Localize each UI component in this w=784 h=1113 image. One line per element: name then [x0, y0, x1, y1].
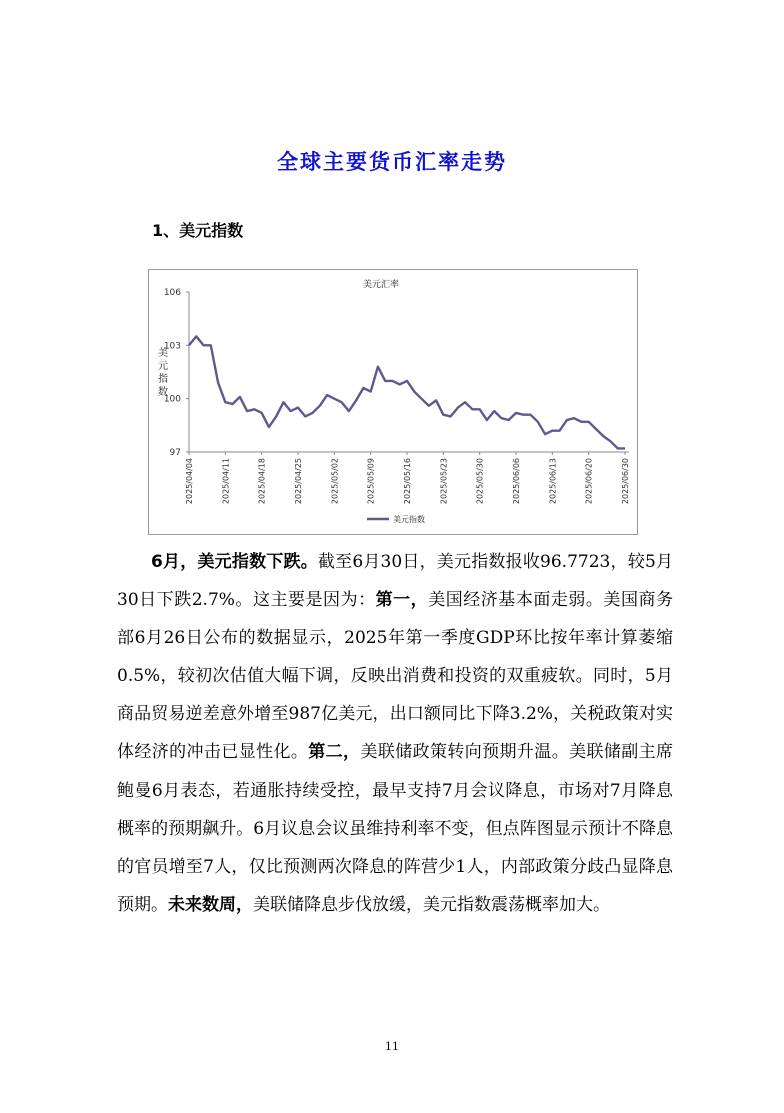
- chart-canvas: [149, 270, 639, 536]
- series-line-dollar-index: [189, 336, 625, 448]
- text-segment: 美联储降息步伐放缓，美元指数震荡概率加大。: [253, 894, 610, 915]
- body-paragraph: [117, 543, 673, 924]
- x-tick-label: 2025/05/09: [366, 458, 376, 505]
- y-axis-label-char: 指: [158, 374, 168, 385]
- x-tick-label: 2025/05/30: [475, 458, 485, 505]
- x-tick-label: 2025/05/02: [330, 458, 340, 505]
- y-tick-label: 97: [169, 448, 181, 458]
- text-segment: 美联储政策转向预期升温。美联储副主席鲍曼6月表态，若通胀持续受控，最早支持7月会议降息，市场对7月降息概率的预期飙升。6月议息会议虽维持利率不变，但点阵图显示预计不降息的官员增至7人，仅比预测两次降息的阵营少1人，内部政策分歧凸显降息预期。: [117, 742, 674, 915]
- y-tick-label: 100: [163, 394, 181, 405]
- y-axis-label-char: 美: [158, 348, 168, 359]
- text-segment: 美国经济基本面走弱。美国商务部6月26日公布的数据显示，2025年第一季度GDP环比按年率计算萎缩0.5%，较初次估值大幅下调，反映出消费和投资的双重疲软。同时，5月商品贸易逆差意外增至987亿美元，出口额同比下降3.2%，关税政策对实体经济的冲击已显性化。: [117, 590, 674, 763]
- text-segment: 截至6月30日，美元指数报收96.7723，较5月30日下跌2.7%。这主要是因为：: [117, 552, 673, 611]
- point-two-label: 第二，: [308, 742, 361, 763]
- y-tick-label: 103: [163, 341, 181, 352]
- point-one-label: 第一，: [375, 590, 429, 611]
- page-title: 全球主要货币汇率走势: [277, 150, 507, 174]
- x-tick-label: 2025/05/16: [403, 458, 412, 505]
- y-axis-label-char: 数: [158, 387, 168, 398]
- x-tick-label: 2025/06/06: [512, 458, 521, 505]
- x-tick-label: 2025/04/25: [294, 458, 303, 505]
- x-tick-label: 2025/04/04: [185, 458, 194, 505]
- legend-label: 美元指数: [393, 515, 425, 524]
- y-axis-label-char: 元: [158, 361, 168, 372]
- x-tick-label: 2025/05/23: [439, 458, 449, 505]
- lead-sentence: 6月，美元指数下跌。: [151, 552, 318, 572]
- outlook-label: 未来数周，: [168, 894, 253, 915]
- x-tick-label: 2025/06/13: [548, 458, 558, 505]
- section-heading: 1、美元指数: [152, 221, 244, 240]
- chart-title: 美元汇率: [362, 280, 400, 290]
- x-tick-label: 2025/06/30: [621, 458, 630, 505]
- page-number: 11: [385, 1040, 399, 1053]
- dollar-index-chart: [148, 269, 638, 535]
- x-tick-label: 2025/04/11: [221, 458, 231, 505]
- x-tick-label: 2025/04/18: [257, 458, 267, 505]
- x-tick-label: 2025/06/20: [584, 458, 594, 505]
- y-tick-label: 106: [163, 288, 181, 298]
